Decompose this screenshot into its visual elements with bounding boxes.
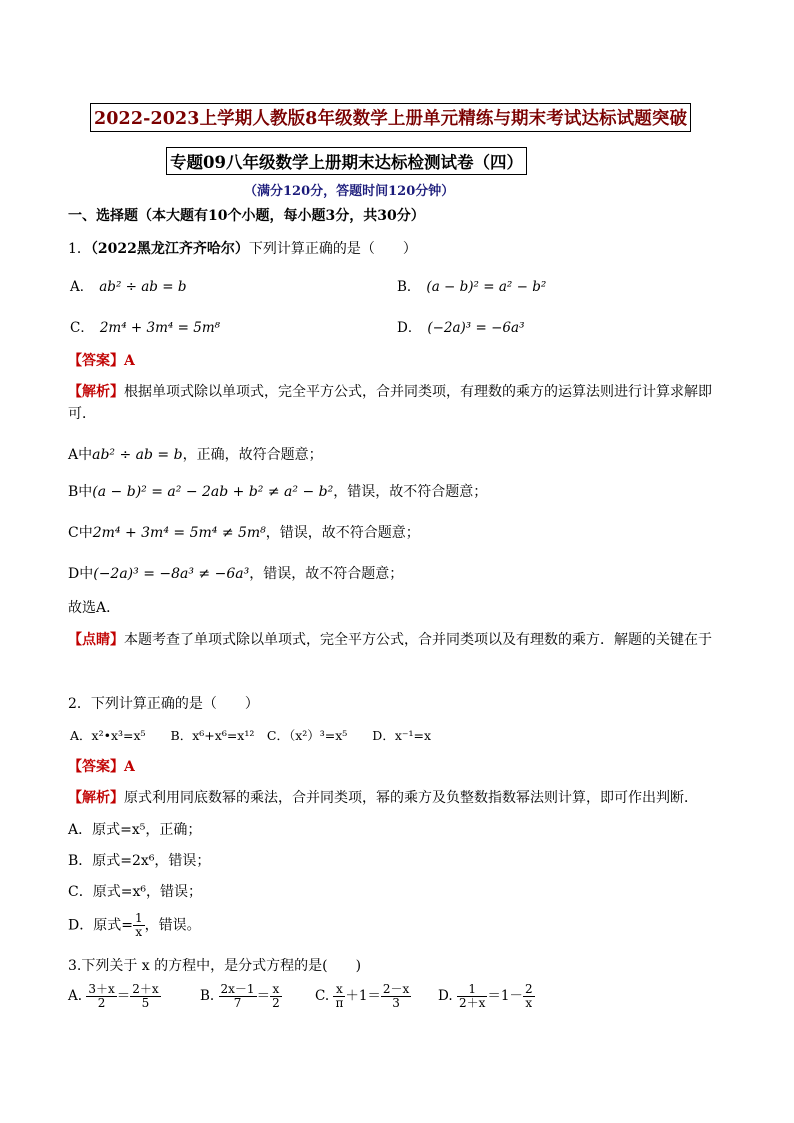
- analysis-text: 原式利用同底数幂的乘法，合并同类项，幂的乘方及负整数指数幂法则计算，即可作出判断．: [124, 790, 698, 806]
- analysis-tag: 【解析】: [68, 790, 124, 806]
- denominator: x: [135, 925, 143, 939]
- numerator: 2: [524, 982, 533, 996]
- fraction: [130, 983, 160, 1010]
- question-1-stem: [68, 238, 417, 258]
- q2-line-b: B．原式=2x⁶，错误；: [68, 853, 211, 869]
- option-label: D.: [438, 988, 453, 1004]
- q1-option-c: [70, 316, 220, 336]
- q1-option-a: [70, 275, 186, 295]
- comment-text: 本题考查了单项式除以单项式，完全平方公式，合并同类项以及有理数的乘方．解题的关键在于: [124, 632, 712, 648]
- q1-line-d: [68, 563, 403, 585]
- answer-value: A: [124, 353, 135, 369]
- q2-line-c: C．原式=x⁶，错误；: [68, 884, 202, 900]
- denominator: π: [335, 996, 344, 1010]
- line-suffix: ，错误，故不符合题意；: [249, 566, 404, 582]
- denominator: 7: [233, 996, 242, 1010]
- line-prefix: B中: [68, 484, 93, 500]
- q1-analysis: [68, 381, 728, 425]
- line-suffix: ，错误。: [144, 917, 201, 934]
- denominator: x: [525, 996, 533, 1010]
- denominator: 2: [272, 996, 280, 1010]
- q1-line-a: [68, 444, 323, 466]
- option-math: (a − b)² = a² − b²: [426, 279, 547, 295]
- q1-comment: [68, 629, 728, 651]
- line-suffix: ，错误，故不符合题意；: [333, 484, 488, 500]
- q1-option-b: [397, 275, 546, 295]
- q2-answer: [68, 756, 135, 778]
- paper-title: 专题09八年级数学上册期末达标检测试卷（四）: [166, 147, 527, 175]
- q3-option-c: [315, 983, 411, 1010]
- fraction: [333, 983, 345, 1010]
- fraction: [86, 983, 116, 1010]
- answer-value: A: [124, 759, 135, 775]
- denominator: 2＋x: [458, 996, 486, 1010]
- line-math: (−2a)³ = −8a³ ≠ −6a³: [93, 566, 250, 582]
- option-math: ab² ÷ ab = b: [99, 279, 187, 295]
- option-label: A．: [70, 279, 94, 295]
- numerator: 2＋x: [132, 982, 159, 996]
- numerator: 2－x: [382, 982, 410, 996]
- option-label: C．: [70, 320, 94, 336]
- option-math: (−2a)³ = −6a³: [427, 320, 525, 336]
- q1-line-c: [68, 522, 420, 544]
- equals: ＝: [256, 988, 271, 1004]
- line-prefix: D中: [68, 566, 94, 582]
- line-prefix: A中: [68, 447, 93, 463]
- numerator: x: [333, 983, 345, 997]
- option-label: D．: [397, 320, 422, 336]
- q2-line-d: [68, 912, 201, 939]
- numerator: 2x－1: [220, 982, 255, 996]
- q1-answer: [68, 350, 135, 372]
- option-label: A.: [68, 988, 83, 1004]
- comment-tag: 【点睛】: [68, 632, 124, 648]
- operator: ＝1－: [487, 988, 523, 1004]
- q2-analysis: [68, 787, 698, 809]
- q3-option-d: [438, 983, 535, 1010]
- line-prefix: D．原式=: [68, 917, 133, 934]
- denominator: 2: [97, 996, 106, 1010]
- equals: ＝: [116, 988, 131, 1004]
- q3-option-a: [68, 983, 161, 1010]
- q3-option-b: [200, 983, 282, 1010]
- exam-subtitle: （满分120分，答题时间120分钟）: [244, 184, 455, 199]
- numerator: 3＋x: [88, 982, 115, 996]
- option-math: 2m⁴ + 3m⁴ = 5m⁸: [99, 320, 221, 336]
- q1-number: 1．: [68, 241, 91, 257]
- analysis-text: 根据单项式除以单项式，完全平方公式，合并同类项，有理数的乘方的运算法则进行计算求解即可．: [68, 384, 712, 422]
- q1-conclusion: 故选A．: [68, 600, 121, 616]
- line-math: ab² ÷ ab = b: [92, 447, 183, 463]
- denominator: 5: [141, 996, 150, 1010]
- q2-line-a: A．原式=x⁵，正确；: [68, 822, 202, 838]
- fraction: [270, 983, 282, 1010]
- line-math: 2m⁴ + 3m⁴ = 5m⁴ ≠ 5m⁸: [92, 525, 266, 541]
- fraction: [133, 912, 145, 939]
- section-heading: 一、选择题（本大题有10个小题，每小题3分，共30分）: [68, 208, 425, 224]
- line-math: (a − b)² = a² − 2ab + b² ≠ a² − b²: [92, 484, 334, 500]
- q1-option-d: [397, 316, 524, 336]
- option-label: B．: [397, 279, 421, 295]
- fraction: [457, 983, 487, 1010]
- line-prefix: C中: [68, 525, 93, 541]
- answer-tag: 【答案】: [68, 759, 124, 775]
- numerator: 1: [457, 983, 487, 997]
- denominator: 3: [392, 996, 400, 1010]
- line-suffix: ，错误，故不符合题意；: [265, 525, 420, 541]
- q1-stem-text: 下列计算正确的是（ ）: [248, 241, 417, 257]
- fraction: [523, 983, 535, 1010]
- fraction: [219, 983, 257, 1010]
- question-2-stem: 2．下列计算正确的是（ ）: [68, 696, 259, 712]
- q1-line-b: [68, 481, 487, 503]
- option-label: C.: [315, 988, 330, 1004]
- line-suffix: ，正确，故符合题意；: [182, 447, 323, 463]
- numerator: x: [270, 983, 282, 997]
- q2-options: A．x²•x³=x⁵ B．x⁶+x⁶=x¹² C．（x²）³=x⁵ D．x⁻¹=x: [70, 728, 432, 743]
- analysis-tag: 【解析】: [68, 384, 124, 400]
- operator: ＋1＝: [345, 988, 381, 1004]
- question-3-stem: 3.下列关于 x 的方程中，是分式方程的是( ): [68, 958, 362, 974]
- q1-source: （2022黑龙江齐齐哈尔）: [90, 241, 249, 257]
- series-title: 2022-2023上学期人教版8年级数学上册单元精练与期末考试达标试题突破: [90, 103, 691, 132]
- answer-tag: 【答案】: [68, 353, 124, 369]
- option-label: B.: [200, 988, 215, 1004]
- fraction: [381, 983, 411, 1010]
- numerator: 1: [134, 911, 143, 925]
